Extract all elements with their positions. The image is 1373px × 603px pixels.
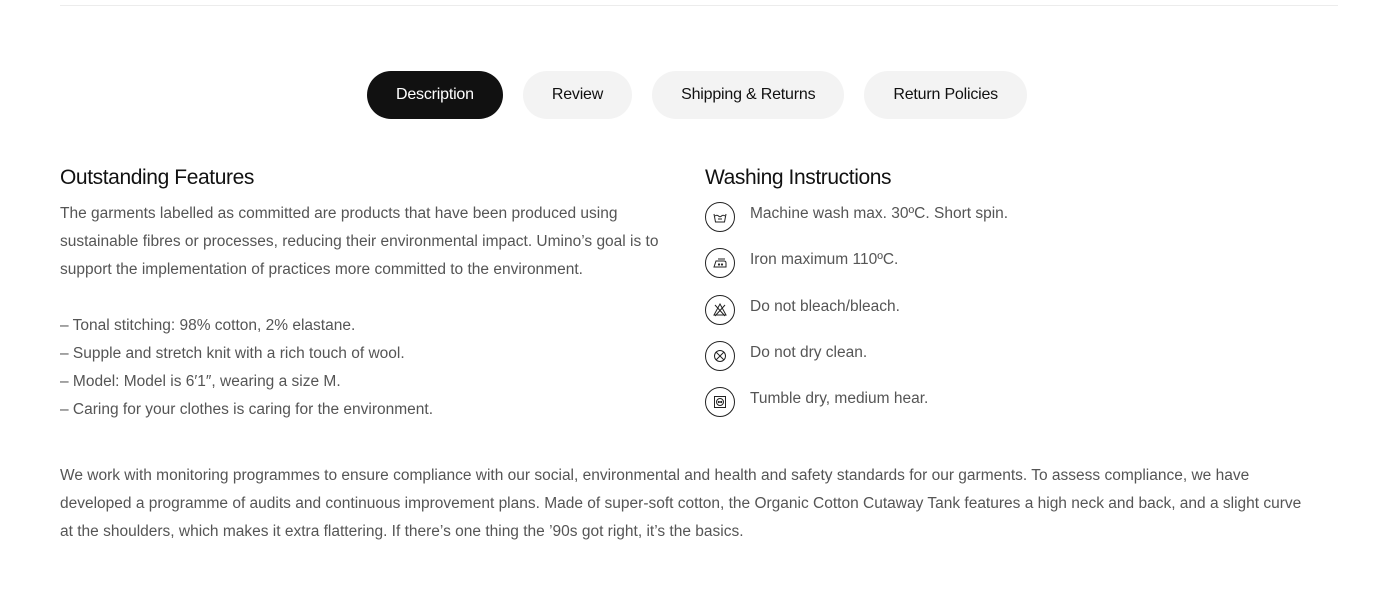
product-tabs <box>367 71 1027 119</box>
wash-item <box>705 385 1008 431</box>
machine-wash-icon <box>705 202 735 232</box>
iron-icon <box>705 248 735 278</box>
wash-item-text: Do not bleach/bleach. <box>750 297 900 315</box>
feature-item: – Caring for your clothes is caring for the environment. <box>60 401 434 418</box>
tab-return-policies[interactable]: Return Policies <box>864 71 1027 119</box>
tab-shipping-returns[interactable]: Shipping & Returns <box>652 71 844 119</box>
wash-item-text: Iron maximum 110ºC. <box>750 251 899 269</box>
wash-item <box>705 200 1008 246</box>
no-dry-clean-icon <box>705 341 735 371</box>
feature-item: – Model: Model is 6′1″, wearing a size M. <box>60 373 341 390</box>
compliance-paragraph: We work with monitoring programmes to ensure compliance with our social, environmental and health and safety standards for our garments. To assess compliance, we have developed a programme of audits and continuous improvement plans. Made of super-soft cotton, the Organic Cotton Cutaway Tank features a high neck and back, and a slight curve at the shoulders, which makes it extra flattering. If there’s one thing the ’90s got right, it’s the basics. <box>60 467 1302 540</box>
no-bleach-icon <box>705 295 735 325</box>
washing-list <box>705 200 1008 431</box>
tab-description[interactable]: Description <box>367 71 503 119</box>
wash-item-text: Tumble dry, medium hear. <box>750 390 929 407</box>
features-list <box>60 312 680 424</box>
tumble-dry-icon <box>705 387 735 417</box>
feature-item: – Supple and stretch knit with a rich touch of wool. <box>60 345 405 362</box>
wash-item-text: Machine wash max. 30ºC. Short spin. <box>750 205 1009 222</box>
top-divider <box>60 5 1338 6</box>
wash-item <box>705 246 1008 292</box>
features-section <box>60 200 680 424</box>
features-intro: The garments labelled as committed are products that have been produced using sustainable fibres or processes, reducing their environmental impact. Umino’s goal is to support the implementation of practices more committed to the environment. <box>60 205 659 278</box>
wash-item-text: Do not dry clean. <box>750 343 868 361</box>
features-heading: Outstanding Features <box>60 166 254 189</box>
wash-item <box>705 339 1008 385</box>
tab-review[interactable]: Review <box>523 71 632 119</box>
wash-item <box>705 293 1008 339</box>
feature-item: – Tonal stitching: 98% cotton, 2% elastane. <box>60 317 356 334</box>
washing-heading: Washing Instructions <box>705 166 892 189</box>
